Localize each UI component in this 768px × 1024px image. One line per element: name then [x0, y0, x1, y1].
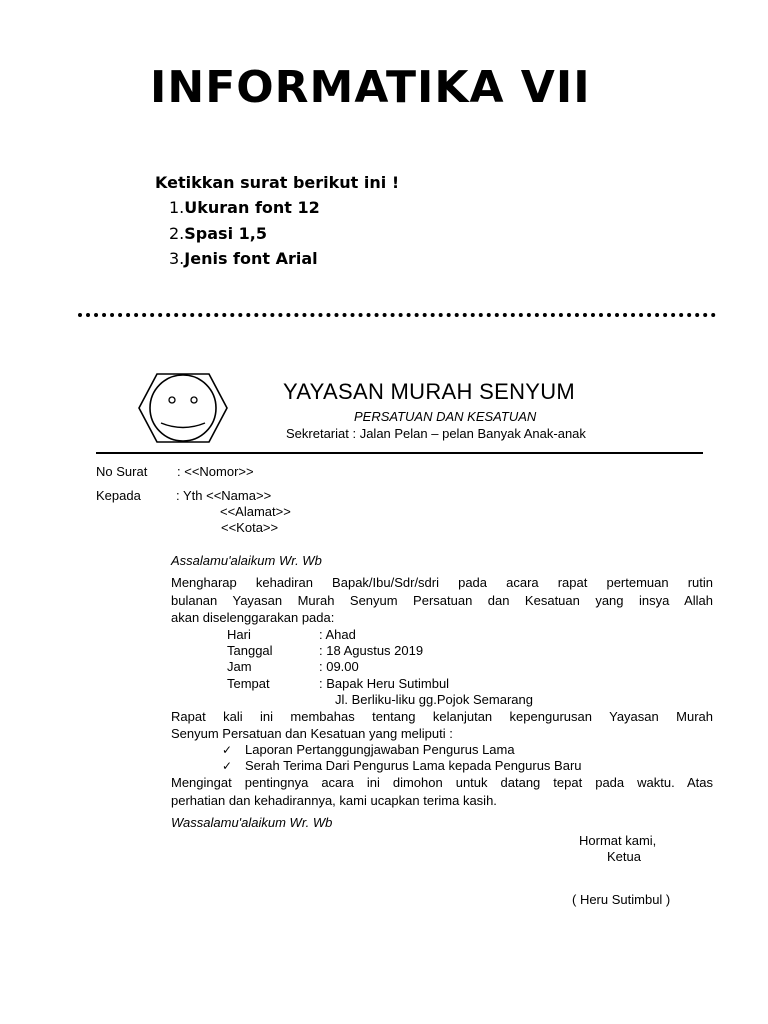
kepada-value: : Yth <<Nama>> [176, 488, 272, 503]
farewell: Wassalamu'alaikum Wr. Wb [171, 815, 333, 830]
closing-line: Mengingat pentingnya acara ini dimohon untuk datang tepat pada waktu. Atas [171, 775, 713, 790]
page-title: INFORMATIKA VII [150, 62, 591, 113]
closing-line: perhatian dan kehadirannya, kami ucapkan terima kasih. [171, 793, 497, 808]
organization-name: YAYASAN MURAH SENYUM [283, 379, 576, 404]
instruction-text: Ketikkan surat berikut ini ! [155, 173, 400, 192]
check-icon: ✓ [222, 759, 233, 773]
intro-line: bulanan Yayasan Murah Senyum Persatuan dan Kesatuan yang insya Allah [171, 593, 713, 608]
signer-position: Ketua [607, 849, 641, 864]
detail-label: Hari [227, 627, 251, 642]
rule-number: 2. [169, 224, 185, 243]
detail-label: Tanggal [227, 643, 273, 658]
detail-value: : 18 Agustus 2019 [319, 643, 424, 658]
rule-number: 3. [169, 249, 185, 268]
no-surat-label: No Surat [96, 464, 148, 479]
rule-item [169, 224, 267, 243]
detail-value: : Ahad [319, 627, 356, 642]
signer-name: ( Heru Sutimbul ) [572, 892, 671, 907]
place-address: Jl. Berliku-liku gg.Pojok Semarang [335, 692, 533, 707]
signoff: Hormat kami, [579, 833, 657, 848]
bullet-text: Serah Terima Dari Pengurus Lama kepada Pengurus Baru [245, 758, 582, 773]
smiley-logo-icon [137, 372, 229, 444]
recipient-city: <<Kota>> [221, 520, 279, 535]
recipient-address: <<Alamat>> [220, 504, 291, 519]
intro-line: Mengharap kehadiran Bapak/Ibu/Sdr/sdri pada acara rapat pertemuan rutin [171, 575, 713, 590]
rule-text: Spasi 1,5 [184, 224, 267, 243]
rule-text: Jenis font Arial [184, 249, 318, 268]
agenda-line: Senyum Persatuan dan Kesatuan yang meliputi : [171, 726, 453, 741]
letterhead-rule [96, 452, 703, 454]
rule-item [169, 249, 318, 268]
detail-value: : 09.00 [319, 659, 359, 674]
detail-label: Tempat [227, 676, 270, 691]
kepada-label: Kepada [96, 488, 141, 503]
organization-subtitle: PERSATUAN DAN KESATUAN [354, 409, 537, 424]
rule-text: Ukuran font 12 [184, 198, 320, 217]
detail-label: Jam [227, 659, 252, 674]
check-icon: ✓ [222, 743, 233, 757]
dotted-divider [78, 313, 716, 317]
organization-address: Sekretariat : Jalan Pelan – pelan Banyak Anak-anak [286, 426, 586, 441]
rule-number: 1. [169, 198, 185, 217]
greeting: Assalamu'alaikum Wr. Wb [171, 553, 322, 568]
no-surat-value: : <<Nomor>> [177, 464, 254, 479]
bullet-text: Laporan Pertanggungjawaban Pengurus Lama [245, 742, 515, 757]
bullet-item [222, 742, 232, 757]
rule-item [169, 198, 320, 217]
detail-value: : Bapak Heru Sutimbul [319, 676, 450, 691]
bullet-item [222, 758, 232, 773]
agenda-line: Rapat kali ini membahas tentang kelanjutan kepengurusan Yayasan Murah [171, 709, 713, 724]
intro-line: akan diselenggarakan pada: [171, 610, 335, 625]
